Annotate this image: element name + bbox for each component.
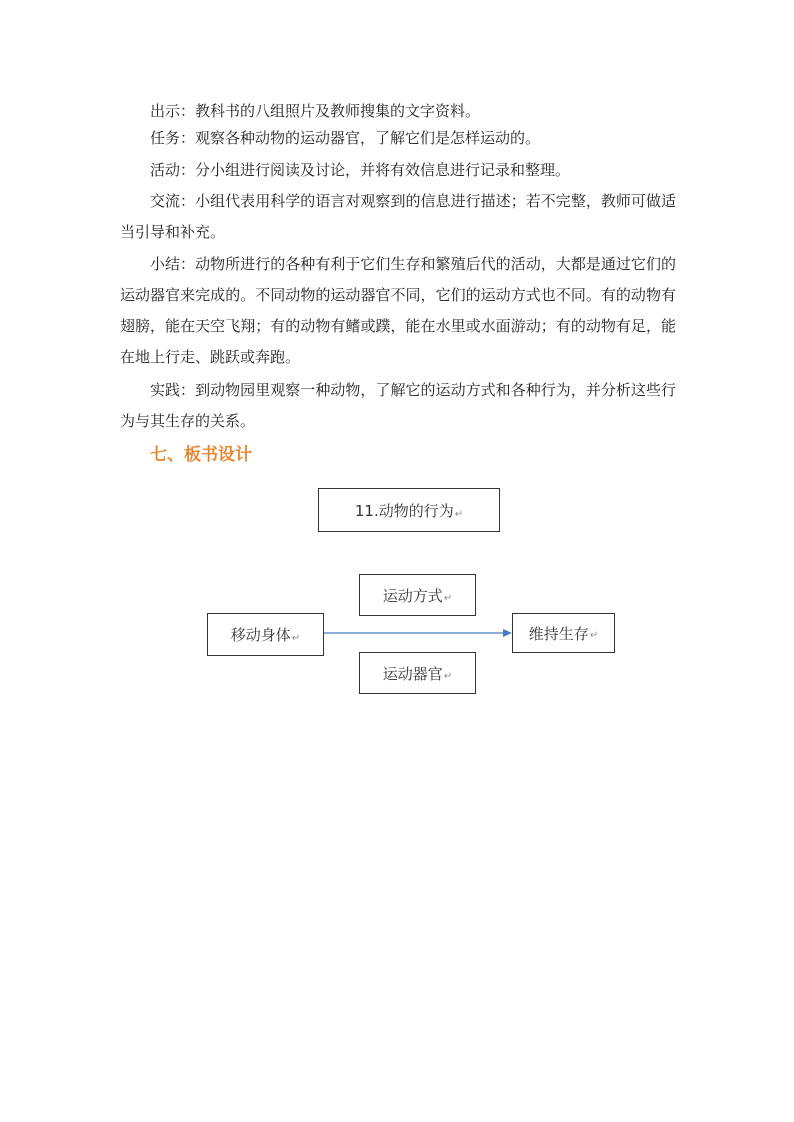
survival-text: 维持生存 <box>528 624 589 643</box>
paragraph-activity: 活动：分小组进行阅读及讨论，并将有效信息进行记录和整理。 <box>150 161 571 179</box>
paragraph-mark-icon: ↵ <box>443 593 453 604</box>
paragraph-show: 出示：教科书的八组照片及教师搜集的文字资料。 <box>150 102 481 120</box>
paragraph-mark-icon: ↵ <box>454 509 464 520</box>
section-heading: 七、板书设计 <box>150 445 252 465</box>
move-body-text: 移动身体 <box>230 626 291 644</box>
paragraph-mark-icon: ↵ <box>589 630 599 641</box>
paragraph-exchange: 交流：小组代表用科学的语言对观察到的信息进行描述；若不完整，教师可做适当引导和补充。 <box>120 192 676 241</box>
board-title-text: 11.动物的行为 <box>354 501 454 520</box>
paragraph-practice: 实践：到动物园里观察一种动物，了解它的运动方式和各种行为，并分析这些行为与其生存的关系。 <box>120 381 676 430</box>
paragraph-mark-icon: ↵ <box>291 633 301 644</box>
paragraph-mark-icon: ↵ <box>443 671 453 682</box>
paragraph-task: 任务：观察各种动物的运动器官，了解它们是怎样运动的。 <box>150 129 541 147</box>
movement-organ-text: 运动器官 <box>382 664 443 683</box>
arrowhead-icon <box>503 629 512 637</box>
movement-mode-text: 运动方式 <box>382 586 443 605</box>
paragraph-summary: 小结：动物所进行的各种有利于它们生存和繁殖后代的活动，大都是通过它们的运动器官来完成的。不同动物的运动器官不同，它们的运动方式也不同。有的动物有翅膀，能在天空飞翔；有的动物有鳍或蹼，能在水里或水面游动；有的动物有足，能在地上行走、跳跃或奔跑。 <box>120 255 676 366</box>
